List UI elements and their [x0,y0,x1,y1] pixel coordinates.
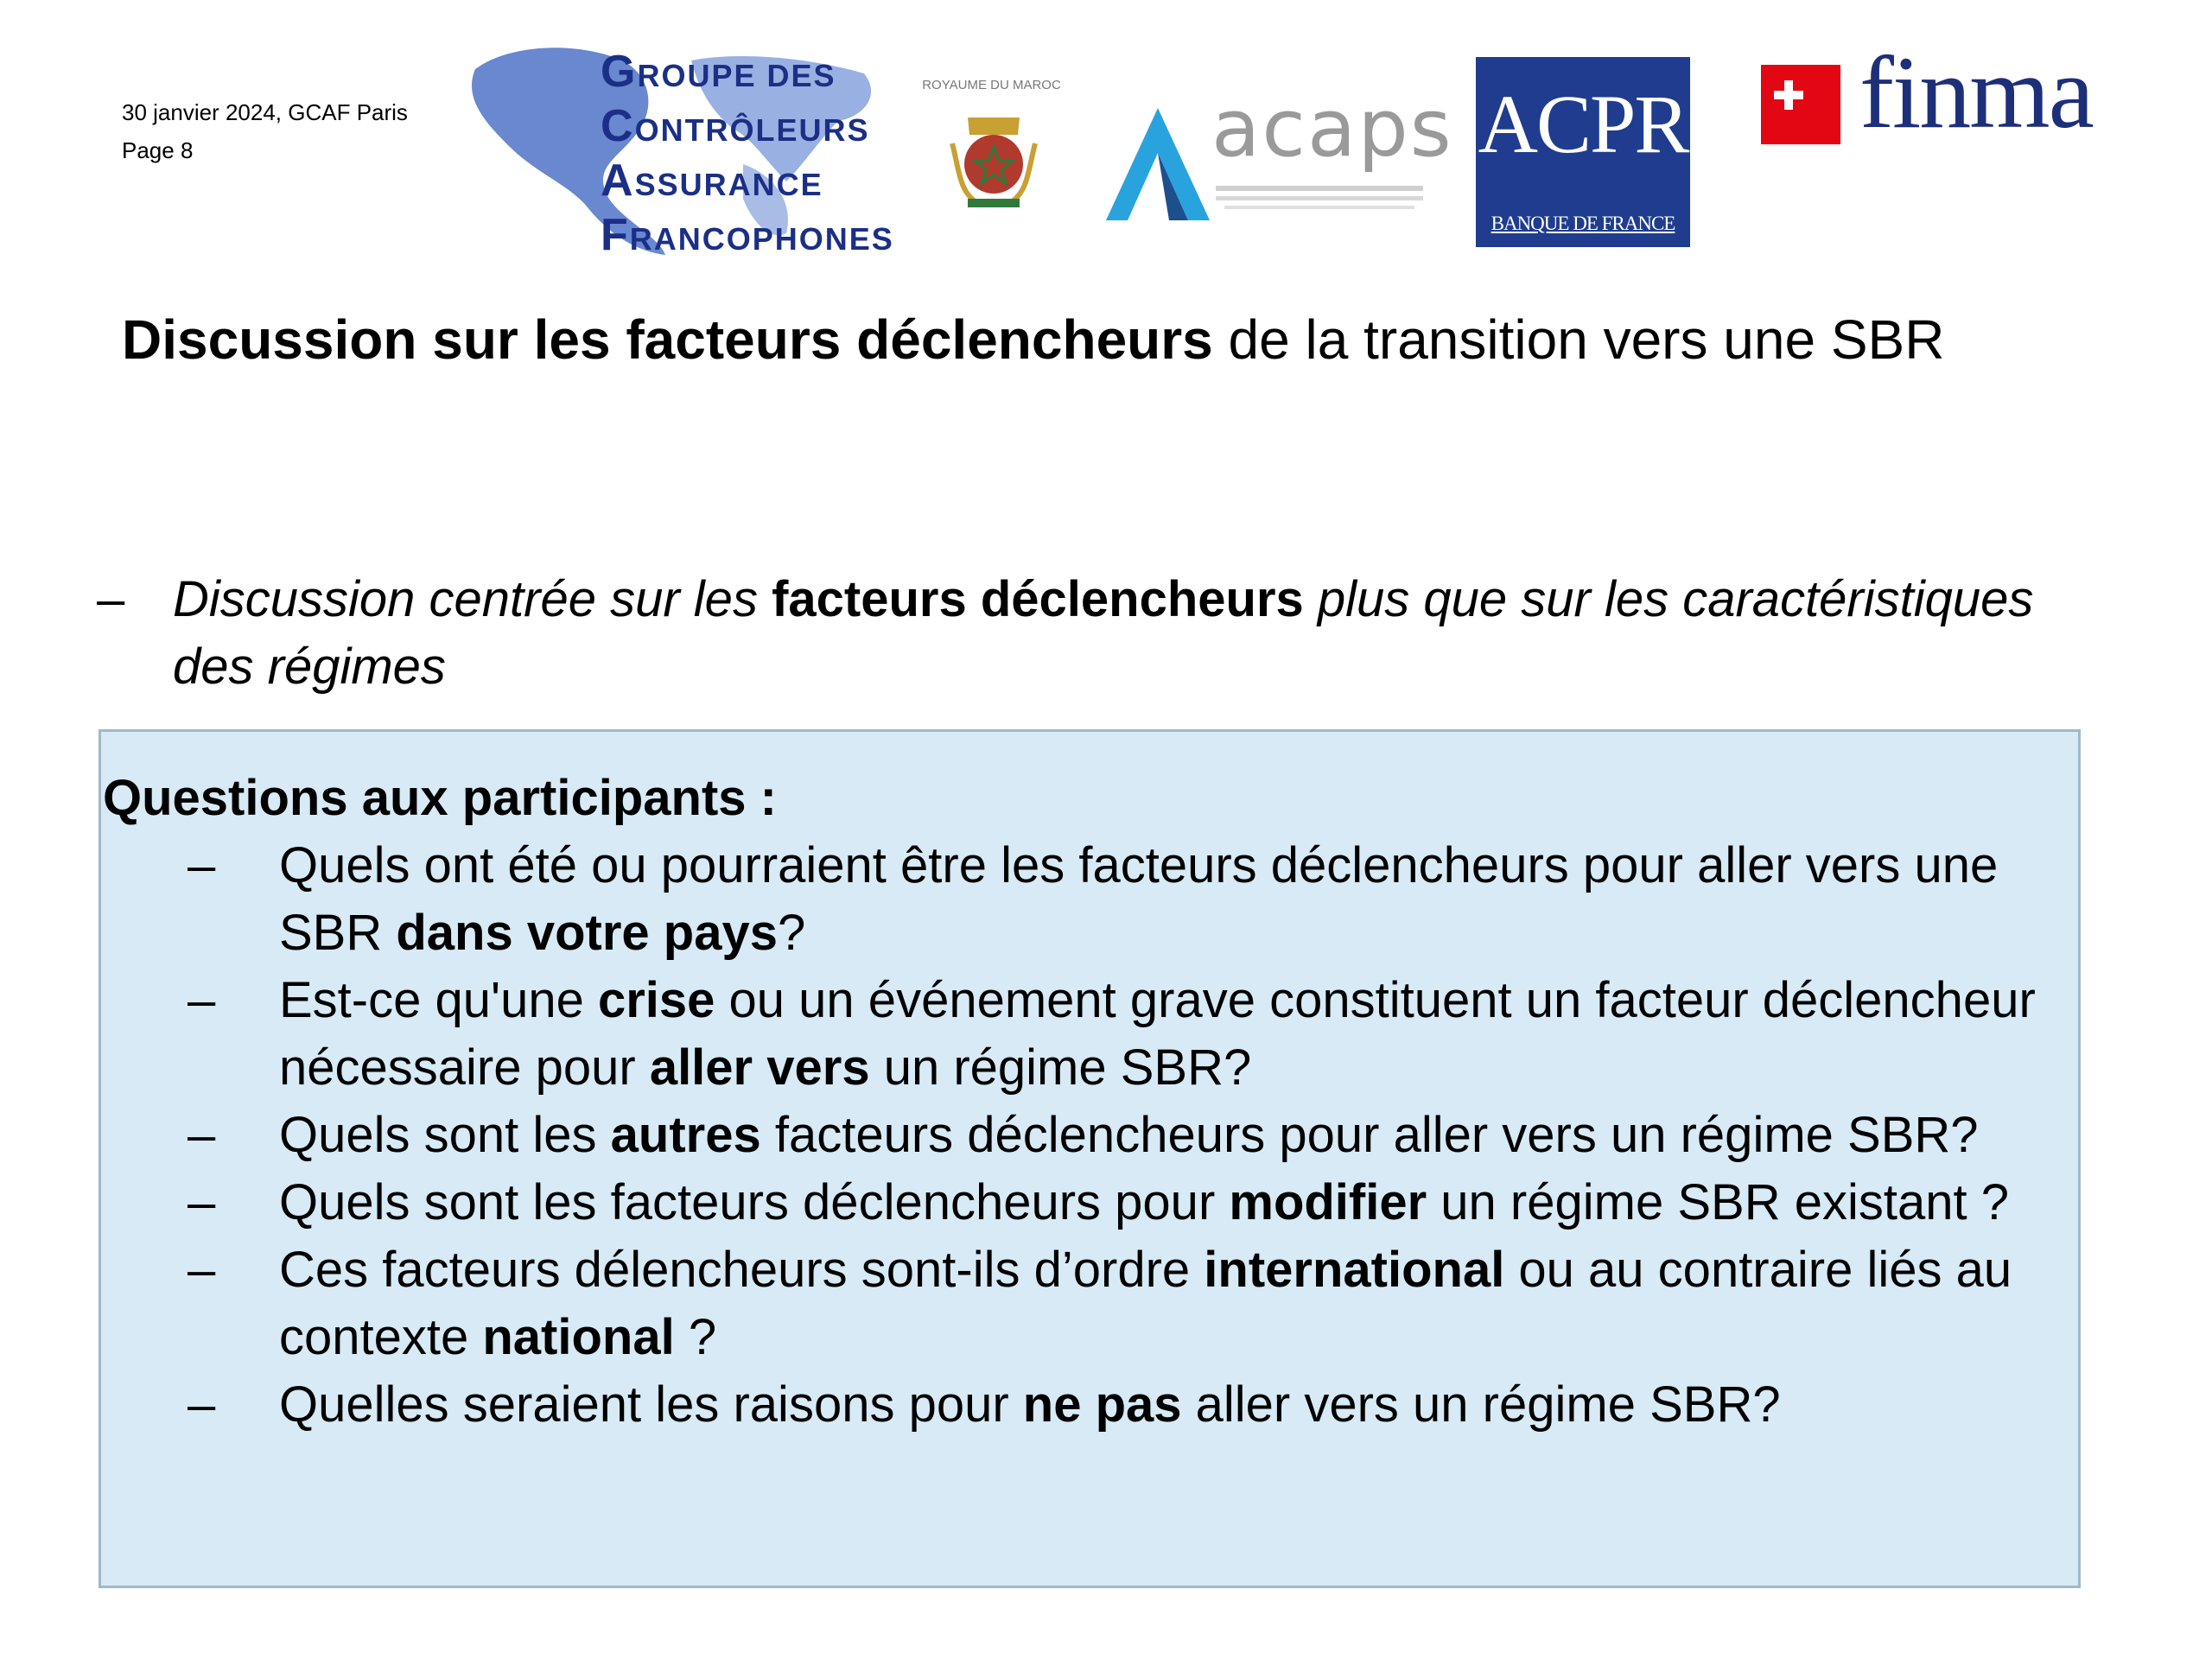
acpr-subtitle: BANQUE DE FRANCE [1491,213,1675,234]
title-bold: Discussion sur les facteurs déclencheurs [122,308,1213,371]
bullet-dash: – [188,972,216,1028]
finma-wordmark: finma [1859,35,2093,149]
page-number: Page 8 [122,137,194,163]
date-location: 30 janvier 2024, GCAF Paris [122,99,408,125]
acpr-logo [1476,57,1692,269]
acaps-logo [1076,82,1453,220]
questions-box [99,729,2081,1588]
slide-title [122,302,2083,377]
bullet-dash: – [188,1174,216,1230]
bullet-dash: – [97,571,125,627]
maroc-caption: ROYAUME DU MAROC [922,78,1061,92]
question-item: – Quels sont les facteurs déclencheurs pour modifier un régime SBR existant ? [101,1169,2080,1236]
questions-list [101,832,2080,1439]
acaps-triangle-icon [1093,99,1223,229]
coat-of-arms-icon [942,109,1046,213]
gcaf-logo [458,35,894,261]
gcaf-wordmark: GROUPE DES CONTRÔLEURS ASSURANCE FRANCOPHONES [601,47,894,260]
swiss-flag-icon [1761,65,1840,144]
intro-text: Discussion centrée sur les facteurs déclencheurs plus que sur les caractéristiques des régimes [173,571,2034,695]
bullet-dash: – [188,1107,216,1163]
question-item: – Ces facteurs délencheurs sont-ils d’ordre international ou au contraire liés au contexte national ? [101,1236,2080,1371]
royaume-maroc-logo [916,78,1067,216]
question-item: – Quels sont les autres facteurs déclencheurs pour aller vers un régime SBR? [101,1102,2080,1169]
question-item: – Quelles seraient les raisons pour ne pas aller vers un régime SBR? [101,1371,2080,1439]
questions-heading: Questions aux participants : [103,770,777,826]
title-rest: de la transition vers une SBR [1212,308,1945,371]
slide-meta [122,93,408,169]
acaps-wordmark: acaps [1211,82,1453,175]
finma-logo [1761,35,2124,156]
bullet-dash: – [188,1376,216,1433]
question-item: – Quels ont été ou pourraient être les facteurs déclencheurs pour aller vers une SBR dans votre pays? [101,832,2080,967]
acaps-subtitle-icon [1216,182,1423,217]
bullet-dash: – [188,1242,216,1298]
intro-bullet [97,566,2084,701]
bullet-dash: – [188,837,216,893]
acpr-wordmark: ACPR [1478,78,1688,170]
question-item: – Est-ce qu'une crise ou un événement grave constituent un facteur déclencheur nécessaire pour aller vers un régime SBR? [101,967,2080,1102]
